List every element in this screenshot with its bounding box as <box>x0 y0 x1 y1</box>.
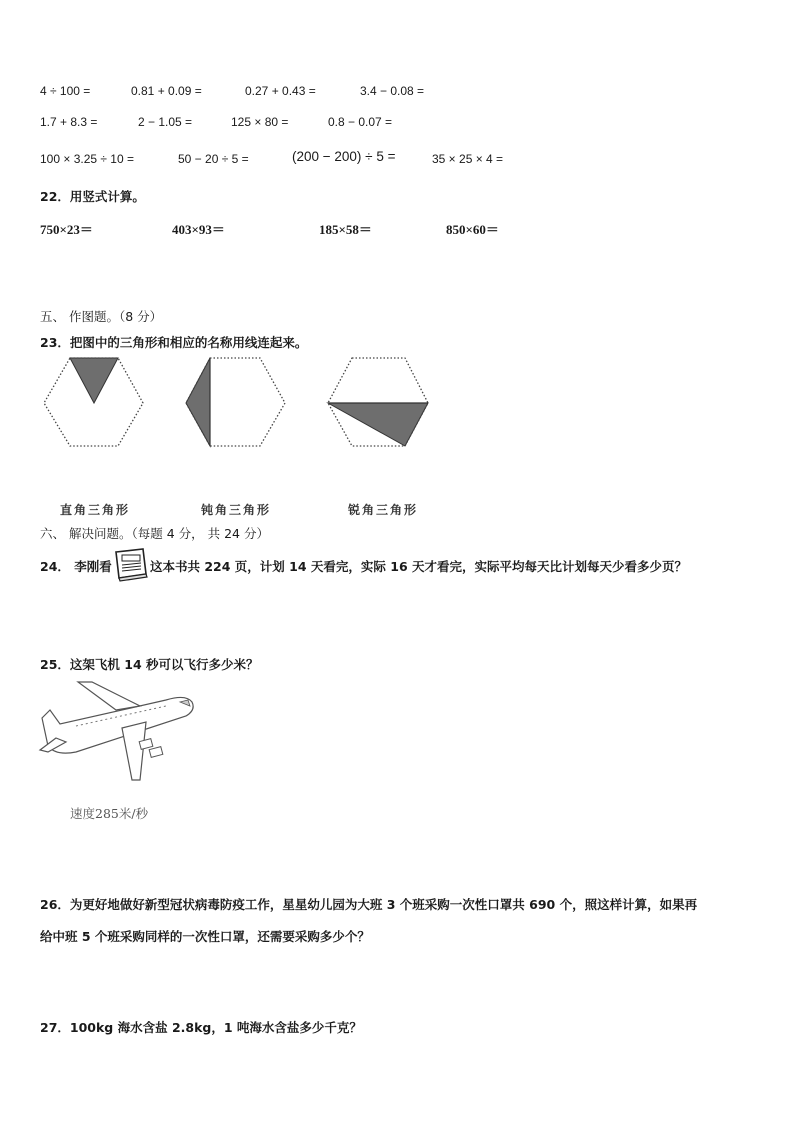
calc-item: 100 × 3.25 ÷ 10 = <box>40 152 134 166</box>
question-25-title: 25．这架飞机 14 秒可以飞行多少米？ <box>40 657 259 672</box>
vertical-calc-item: 850×60＝ <box>446 222 499 237</box>
question-24-text: 这本书共 224 页，计划 14 天看完，实际 16 天才看完，实际平均每天比计划每天少看多少页？ <box>150 559 687 574</box>
triangle-name-label: 钝角三角形 <box>201 503 272 517</box>
shaded-triangle <box>328 403 428 446</box>
calc-item: 0.27 + 0.43 = <box>245 84 316 98</box>
vertical-calc-item: 750×23＝ <box>40 222 93 237</box>
calc-item: 3.4 − 0.08 = <box>360 84 425 98</box>
calc-item: 1.7 + 8.3 = <box>40 115 98 129</box>
question-22-title: 22．用竖式计算。 <box>40 189 145 204</box>
calc-item: 35 × 25 × 4 = <box>432 152 504 166</box>
book-icon <box>113 546 149 582</box>
section-5-title: 五、 作图题。（8 分） <box>40 309 163 324</box>
calc-item: 125 × 80 = <box>231 115 289 129</box>
airplane-icon <box>36 680 196 790</box>
question-24-prefix: 24． 李刚看 <box>40 559 112 574</box>
question-26-line-2: 给中班 5 个班采购同样的一次性口罩，还需要采购多少个？ <box>40 929 370 944</box>
calc-item: 0.81 + 0.09 = <box>131 84 202 98</box>
question-23-title: 23．把图中的三角形和相应的名称用线连起来。 <box>40 335 308 350</box>
triangle-name-label: 锐角三角形 <box>348 503 419 517</box>
calc-item: 0.8 − 0.07 = <box>328 115 393 129</box>
calc-item: 4 ÷ 100 = <box>40 84 91 98</box>
vertical-calc-item: 403×93＝ <box>172 222 225 237</box>
section-6-title: 六、 解决问题。（每题 4 分， 共 24 分） <box>40 526 269 541</box>
calc-item: 50 − 20 ÷ 5 = <box>178 152 249 166</box>
triangle-name-label: 直角三角形 <box>60 503 131 517</box>
question-27-title: 27．100kg 海水含盐 2.8kg，1 吨海水含盐多少千克？ <box>40 1020 362 1035</box>
hexagon-outline <box>328 358 428 446</box>
calc-item: 2 − 1.05 = <box>138 115 193 129</box>
calc-item: (200 − 200) ÷ 5 = <box>292 149 396 164</box>
plane-speed-label: 速度285米/秒 <box>70 806 149 821</box>
vertical-calc-item: 185×58＝ <box>319 222 372 237</box>
question-26-line-1: 26．为更好地做好新型冠状病毒防疫工作，星星幼儿园为大班 3 个班采购一次性口罩共 690 个，照这样计算，如果再 <box>40 897 698 912</box>
